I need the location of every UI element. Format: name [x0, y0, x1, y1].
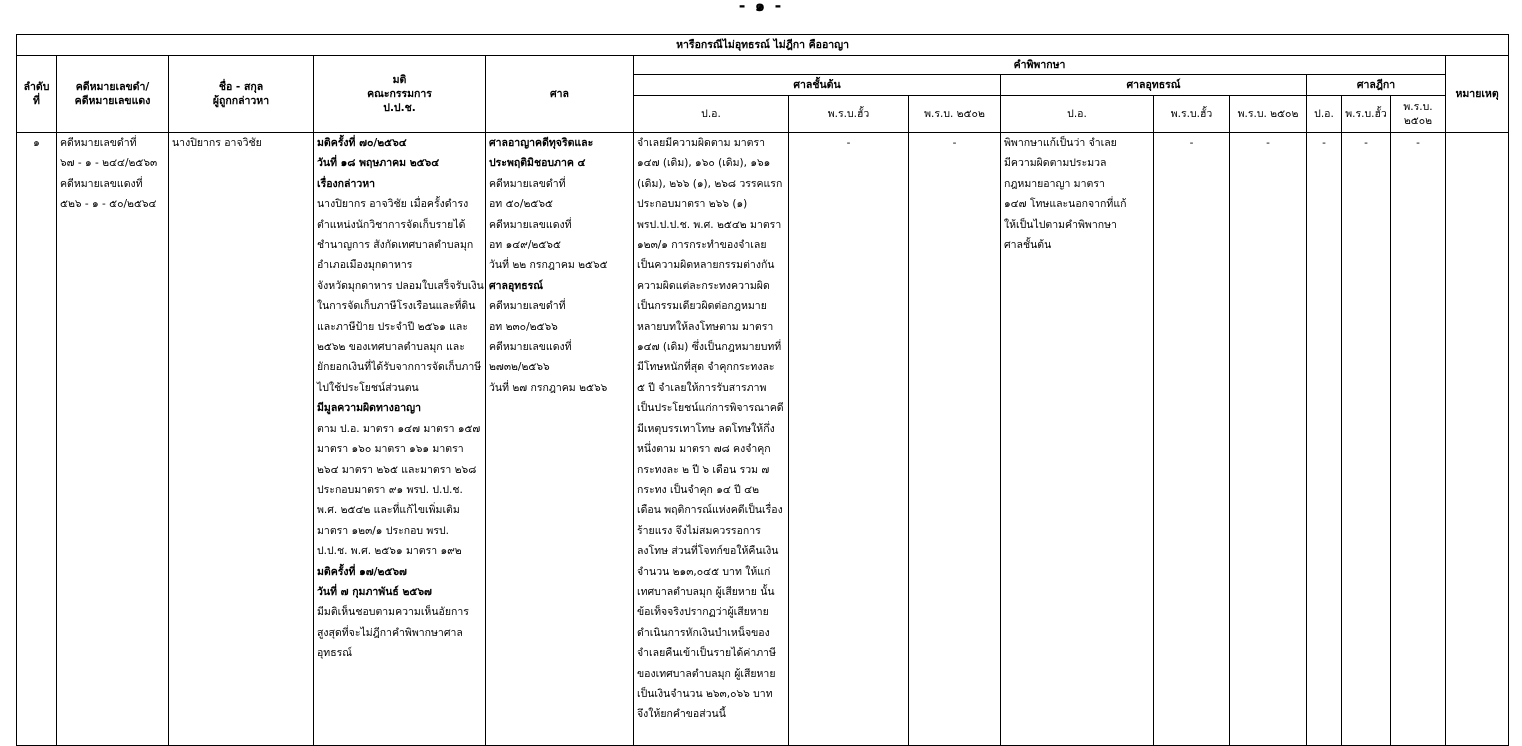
text-line: คดีหมายเลขแดงที่	[489, 341, 572, 354]
text-line: ประกอบมาตรา ๒๖๖ (๑)	[637, 198, 748, 211]
text-line: หลายบทให้ลงโทษตาม มาตรา	[637, 320, 774, 333]
page-number: - ๑ -	[738, 0, 784, 15]
text-line: ศาลชั้นต้น	[1004, 239, 1052, 252]
case-table	[16, 34, 1509, 746]
header-appeal-2502: พ.ร.บ. ๒๕๐๒	[1230, 96, 1307, 133]
text-line: สูงสุดที่จะไม่ฎีกาคำพิพากษาศาล	[317, 626, 463, 639]
header-appeal-po: ป.อ.	[1001, 96, 1154, 133]
text-line: ให้เป็นไปตามคำพิพากษา	[1004, 218, 1117, 231]
header-supreme-2502: พ.ร.บ. ๒๕๐๒	[1391, 96, 1446, 133]
text-line: กฎหมายอาญา มาตรา	[1004, 177, 1105, 190]
header-supreme-po: ป.อ.	[1307, 96, 1342, 133]
cell-court	[486, 133, 634, 746]
text-line: พ.ศ. ๒๕๔๒ และที่แก้ไขเพิ่มเติม	[317, 504, 460, 517]
header-first-bribe: พ.ร.บ.ฮั้ว	[789, 96, 909, 133]
text-line: อท ๒๓๐/๒๕๖๖	[489, 320, 558, 333]
text-line: มีเหตุบรรเทาโทษ ลดโทษให้กึ่ง	[637, 422, 775, 435]
text-line: คดีหมายเลขดำที่	[489, 177, 566, 190]
text-line: ๒๗๓๒/๒๕๖๖	[489, 361, 550, 374]
header-remark: หมายเหตุ	[1446, 56, 1509, 133]
text-line: จึงให้ยกคำขอส่วนนี้	[637, 708, 726, 721]
cell-appeal-2502: -	[1230, 133, 1307, 746]
text-line: ๑๔๗ (เดิม) ซึ่งเป็นกฎหมายบทที่	[637, 341, 782, 354]
cell-supreme-2502: -	[1391, 133, 1446, 746]
text-line: ลงโทษ ส่วนที่โจทก์ขอให้คืนเงิน	[637, 545, 779, 558]
cell-name: นางปิยากร อาจวิชัย	[169, 133, 314, 746]
cell-appeal-po	[1001, 133, 1154, 746]
header-supreme-bribe: พ.ร.บ.ฮั้ว	[1342, 96, 1391, 133]
text-line: ข้อเท็จจริงปรากฏว่าผู้เสียหาย	[637, 606, 769, 619]
header-appeal-court: ศาลอุทธรณ์	[1001, 75, 1307, 96]
header-case-no: คดีหมายเลขดำ/ คดีหมายเลขแดง	[57, 56, 169, 133]
text-line: ดำเนินการหักเงินบำเหน็จของ	[637, 626, 770, 639]
text-line: มีความผิดตามประมวล	[1004, 157, 1107, 170]
header-first-2502: พ.ร.บ. ๒๕๐๒	[909, 96, 1001, 133]
text-line: จำนวน ๒๑๓,๐๔๕ บาท ให้แก่	[637, 565, 771, 578]
text-line: คดีหมายเลขแดงที่	[489, 218, 572, 231]
text-line: จำเลยคืนเข้าเป็นรายได้ค่าภาษี	[637, 647, 776, 660]
text-line: หนึ่งตาม มาตรา ๗๘ คงจำคุก	[637, 443, 771, 456]
text-line: กระทงละ ๒ ปี ๖ เดือน รวม ๗	[637, 463, 770, 476]
header-resolution: มติ คณะกรรมการ ป.ป.ช.	[314, 56, 486, 133]
text-line: พิพากษาแก้เป็นว่า จำเลย	[1004, 137, 1117, 149]
text-line: ชำนาญการ สังกัดเทศบาลตำบลมุก	[317, 239, 474, 252]
text-line: เทศบาลตำบลมุก ผู้เสียหาย นั้น	[637, 585, 775, 598]
cell-remark	[1446, 133, 1509, 746]
text-line: มติครั้งที่ ๑๗/๒๕๖๗	[317, 565, 407, 578]
text-line: พรป.ป.ป.ช. พ.ศ. ๒๕๔๒ มาตรา	[637, 218, 782, 231]
text-line: เรื่องกล่าวหา	[317, 177, 376, 190]
text-line: อท ๕๐/๒๕๖๕	[489, 198, 553, 211]
header-first-court: ศาลชั้นต้น	[634, 75, 1001, 96]
cell-first-2502: -	[909, 133, 1001, 746]
text-line: ป.ป.ช. พ.ศ. ๒๕๖๑ มาตรา ๑๙๒	[317, 545, 462, 558]
text-line: ยักยอกเงินที่ได้รับจากการจัดเก็บภาษี	[317, 361, 482, 374]
text-line: เป็นความผิดหลายกรรมต่างกัน	[637, 259, 775, 272]
text-line: ตาม ป.อ. มาตรา ๑๔๗ มาตรา ๑๕๗	[317, 422, 481, 435]
header-name: ชื่อ - สกุล ผู้ถูกกล่าวหา	[169, 56, 314, 133]
text-line: อุทธรณ์	[317, 647, 353, 660]
text-line: มีโทษหนักที่สุด จำคุกกระทงละ	[637, 361, 775, 374]
header-supreme-court: ศาลฎีกา	[1307, 75, 1446, 96]
text-line: (เดิม), ๒๖๖ (๑), ๒๖๘ วรรคแรก	[637, 177, 783, 190]
text-line: วันที่ ๒๒ กรกฎาคม ๒๕๖๕	[489, 259, 608, 272]
cell-appeal-bribe: -	[1154, 133, 1230, 746]
text-line: วันที่ ๑๘ พฤษภาคม ๒๕๖๔	[317, 157, 440, 170]
cell-case-no: คดีหมายเลขดำที่ ๖๗ - ๑ - ๒๔๔/๒๕๖๓ คดีหมายเลขแดงที่ ๕๒๖ - ๑ - ๕๐/๒๕๖๔	[57, 133, 169, 746]
header-no: ลำดับ ที่	[17, 56, 57, 133]
text-line: นางปิยากร อาจวิชัย เมื่อครั้งดำรง	[317, 198, 469, 211]
text-line: มาตรา ๑๒๓/๑ ประกอบ พรป.	[317, 524, 449, 537]
text-line: ๒๕๖๒ ของเทศบาลตำบลมุก และ	[317, 341, 465, 354]
header-first-po: ป.อ.	[634, 96, 789, 133]
text-line: และภาษีป้าย ประจำปี ๒๕๖๑ และ	[317, 320, 469, 333]
text-line: ประพฤติมิชอบภาค ๔	[489, 157, 586, 170]
text-line: เป็นประโยชน์แก่การพิจารณาคดี	[637, 402, 784, 415]
text-line: กระทง เป็นจำคุก ๑๔ ปี ๔๒	[637, 483, 760, 496]
text-line: มาตรา ๑๖๐ มาตรา ๑๖๑ มาตรา	[317, 443, 464, 456]
text-line: ศาลอาญาคดีทุจริตและ	[489, 137, 594, 149]
text-line: มีมติเห็นชอบตามความเห็นอัยการ	[317, 606, 469, 619]
text-line: ๑๔๗ (เดิม), ๑๖๐ (เดิม), ๑๖๑	[637, 157, 771, 170]
text-line: วันที่ ๒๗ กรกฎาคม ๒๕๖๖	[489, 381, 608, 394]
text-line: ๑๒๓/๑ การกระทำของจำเลย	[637, 239, 767, 252]
cell-first-bribe: -	[789, 133, 909, 746]
text-line: คดีหมายเลขดำที่	[489, 300, 566, 313]
text-line: เป็นเงินจำนวน ๒๖๓,๐๖๖ บาท	[637, 687, 773, 700]
text-line: เป็นกรรมเดียวผิดต่อกฎหมาย	[637, 300, 767, 313]
header-judgment: คำพิพากษา	[634, 56, 1446, 75]
text-line: ๕ ปี จำเลยให้การรับสารภาพ	[637, 381, 767, 394]
text-line: ศาลอุทธรณ์	[489, 279, 544, 292]
cell-first-po	[634, 133, 789, 746]
cell-no: ๑	[17, 133, 57, 746]
text-line: จำเลยมีความผิดตาม มาตรา	[637, 137, 765, 149]
text-line: ไปใช้ประโยชน์ส่วนตน	[317, 381, 419, 394]
text-line: ในการจัดเก็บภาษีโรงเรือนและที่ดิน	[317, 300, 476, 313]
text-line: วันที่ ๗ กุมภาพันธ์ ๒๕๖๗	[317, 585, 432, 598]
text-line: ร้ายแรง จึงไม่สมควรรอการ	[637, 524, 761, 537]
cell-resolution	[314, 133, 486, 746]
text-line: ของเทศบาลตำบลมุก ผู้เสียหาย	[637, 667, 776, 680]
text-line: อำเภอเมืองมุกดาหาร	[317, 259, 413, 272]
text-line: ความผิดแต่ละกระทงความผิด	[637, 279, 770, 292]
text-line: ๑๔๗ โทษและนอกจากที่แก้	[1004, 198, 1127, 211]
text-line: จังหวัดมุกดาหาร ปลอมใบเสร็จรับเงิน	[317, 279, 484, 292]
table-title: หารือกรณีไม่อุทธรณ์ ไม่ฎีกา คืออาญา	[17, 35, 1509, 56]
text-line: มีมูลความผิดทางอาญา	[317, 402, 421, 415]
text-line: มติครั้งที่ ๗๐/๒๕๖๔	[317, 137, 407, 149]
cell-supreme-bribe: -	[1342, 133, 1391, 746]
text-line: อท ๑๔๙/๒๕๖๕	[489, 239, 561, 252]
header-appeal-bribe: พ.ร.บ.ฮั้ว	[1154, 96, 1230, 133]
header-court: ศาล	[486, 56, 634, 133]
text-line: ๒๖๔ มาตรา ๒๖๕ และมาตรา ๒๖๘	[317, 463, 477, 476]
text-line: เดือน พฤติการณ์แห่งคดีเป็นเรื่อง	[637, 504, 783, 517]
text-line: ตำแหน่งนักวิชาการจัดเก็บรายได้	[317, 218, 466, 231]
cell-supreme-po: -	[1307, 133, 1342, 746]
table-row	[17, 133, 1509, 746]
text-line: ประกอบมาตรา ๙๑ พรป. ป.ป.ช.	[317, 483, 463, 496]
